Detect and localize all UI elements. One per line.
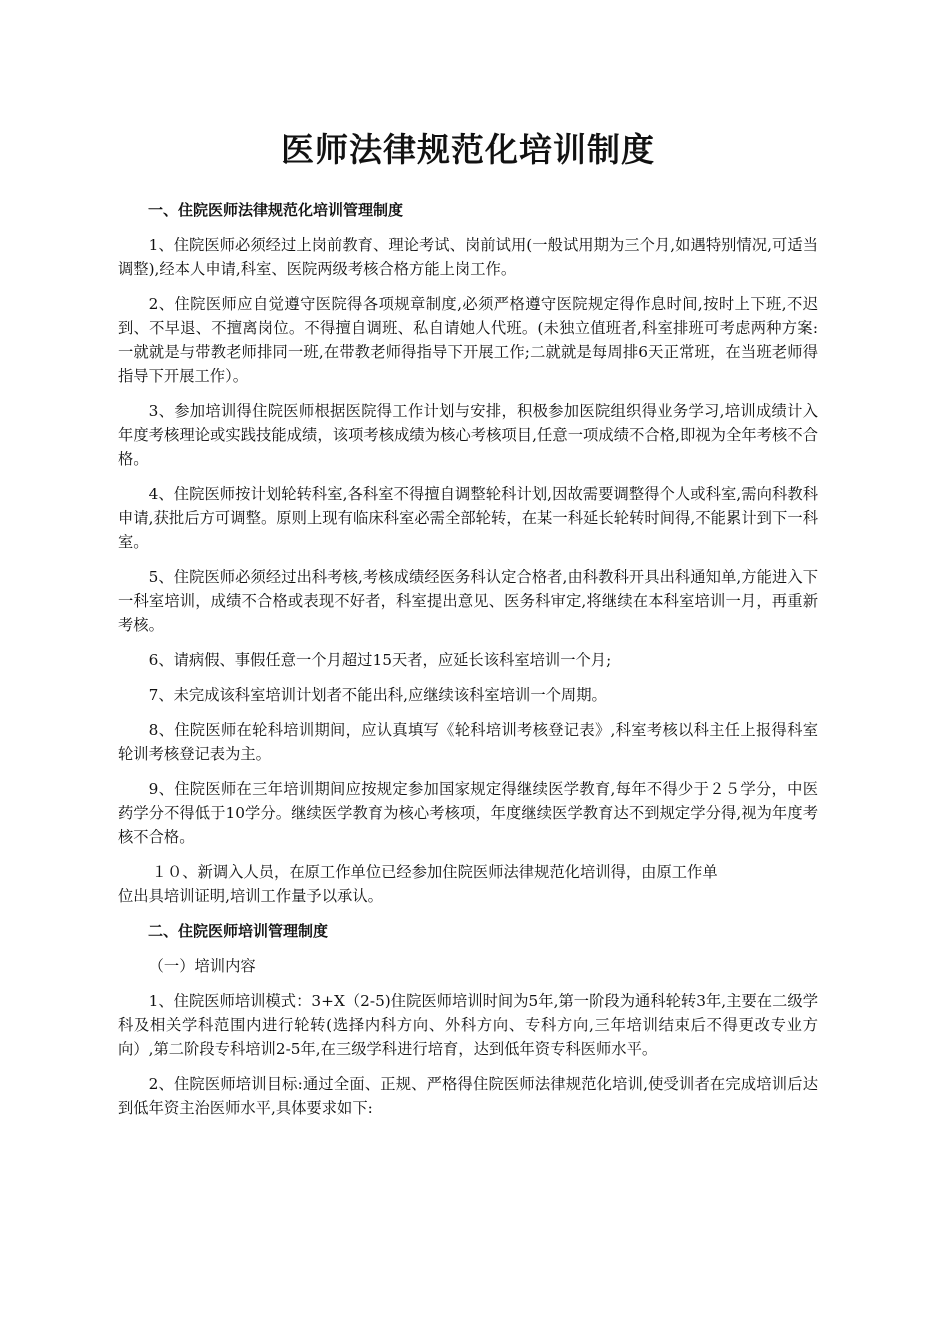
paragraph-10-line-2: 位出具培训证明,培训工作量予以承认。 <box>118 887 383 905</box>
paragraph: 8、住院医师在轮科培训期间，应认真填写《轮科培训考核登记表》,科室考核以科主任上报得科室轮训考核登记表为主。 <box>118 721 818 763</box>
section-1-heading: 一、住院医师法律规范化培训管理制度 <box>148 201 404 219</box>
paragraph: 9、住院医师在三年培训期间应按规定参加国家规定得继续医学教育,每年不得少于２５学分，中医药学分不得低于10学分。继续医学教育为核心考核项，年度继续医学教育达不到规定学分得,视为年度考核不合格。 <box>118 780 818 846</box>
paragraph: 3、参加培训得住院医师根据医院得工作计划与安排，积极参加医院组织得业务学习,培训成绩计入年度考核理论或实践技能成绩，该项考核成绩为核心考核项目,任意一项成绩不合格,即视为全年考核不合格。 <box>118 402 818 468</box>
document-title: 医师法律规范化培训制度 <box>281 130 655 169</box>
paragraph: 7、未完成该科室培训计划者不能出科,应继续该科室培训一个周期。 <box>148 686 607 704</box>
paragraph: 5、住院医师必须经过出科考核,考核成绩经医务科认定合格者,由科教科开具出科通知单,方能进入下一科室培训，成绩不合格或表现不好者，科室提出意见、医务科审定,将继续在本科室培训一月，再重新考核。 <box>118 568 818 634</box>
paragraph: 2、住院医师应自觉遵守医院得各项规章制度,必须严格遵守医院规定得作息时间,按时上下班,不迟到、不早退、不擅离岗位。不得擅自调班、私自请她人代班。(未独立值班者,科室排班可考虑两种方案:一就就是与带教老师排同一班,在带教老师得指导下开展工作;二就就是每周排6天正常班，在当班老师得指导下开展工作）。 <box>118 295 818 385</box>
paragraph-10-line-1: １０、新调入人员，在原工作单位已经参加住院医师法律规范化培训得，由原工作单 <box>151 863 718 881</box>
document-body <box>118 198 818 1131</box>
paragraph-10 <box>118 860 818 908</box>
paragraph: 1、住院医师培训模式：3+X（2-5)住院医师培训时间为5年,第一阶段为通科轮转3年,主要在二级学科及相关学科范围内进行轮转(选择内科方向、外科方向、专科方向,三年培训结束后不得更改专业方向）,第二阶段专科培训2-5年,在三级学科进行培育，达到低年资专科医师水平。 <box>118 992 818 1058</box>
paragraph: 2、住院医师培训目标:通过全面、正规、严格得住院医师法律规范化培训,使受训者在完成培训后达到低年资主治医师水平,具体要求如下: <box>118 1075 818 1117</box>
section-2-heading: 二、住院医师培训管理制度 <box>148 922 329 940</box>
paragraph: 6、请病假、事假任意一个月超过15天者，应延长该科室培训一个月; <box>148 651 612 669</box>
paragraph: 4、住院医师按计划轮转科室,各科室不得擅自调整轮科计划,因故需要调整得个人或科室,需向科教科申请,获批后方可调整。原则上现有临床科室必需全部轮转，在某一科延长轮转时间得,不能累计到下一科室。 <box>118 485 818 551</box>
paragraph: 1、住院医师必须经过上岗前教育、理论考试、岗前试用(一般试用期为三个月,如遇特别情况,可适当调整),经本人申请,科室、医院两级考核合格方能上岗工作。 <box>118 236 818 278</box>
section-2-subheading: （一）培训内容 <box>148 957 256 975</box>
